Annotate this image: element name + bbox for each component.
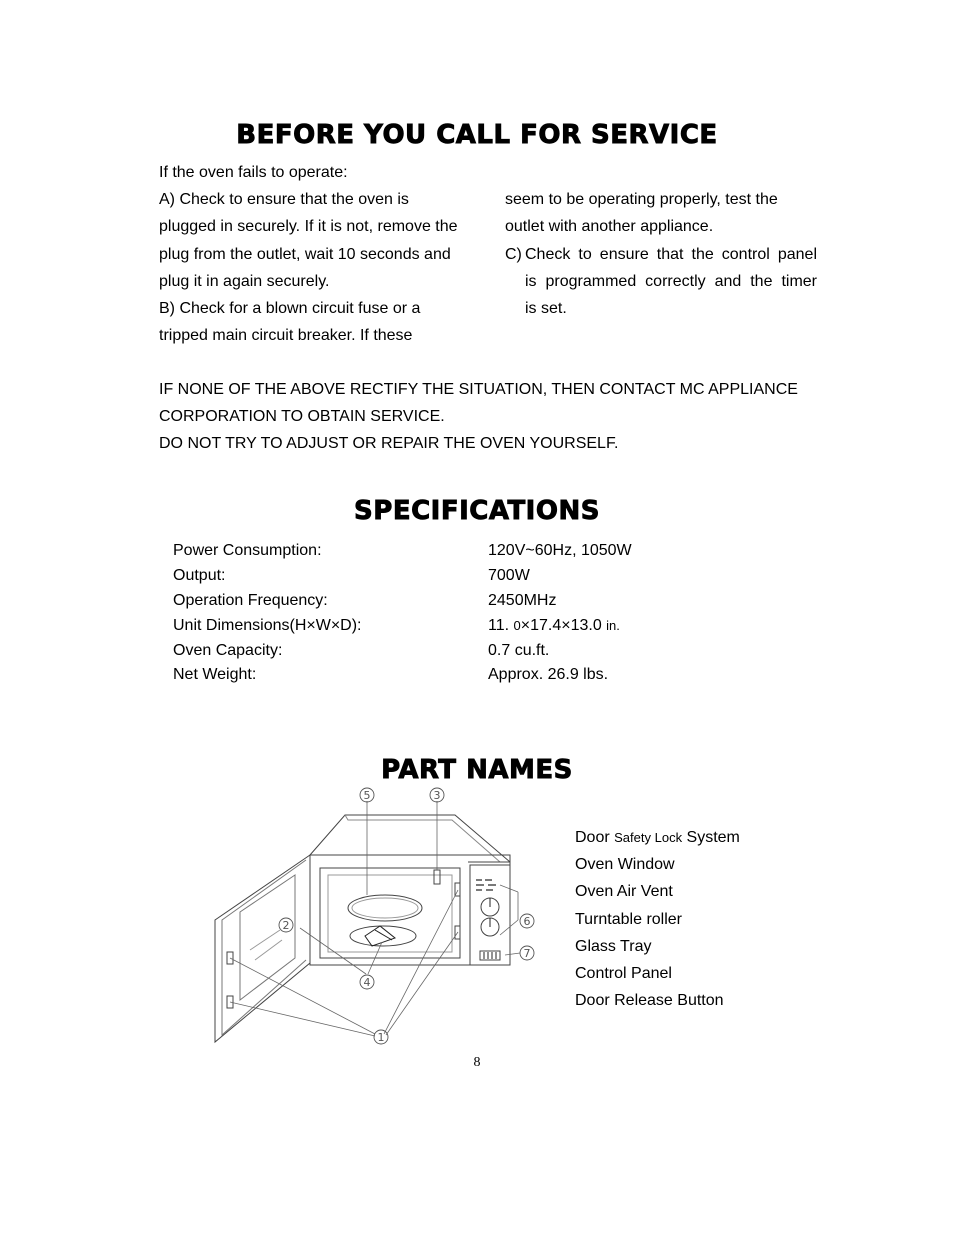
part-name-item xyxy=(575,824,740,851)
callout-7: 7 xyxy=(523,947,531,960)
part-name-text: System xyxy=(686,829,740,846)
notice-line: DO NOT TRY TO ADJUST OR REPAIR THE OVEN YOURSELF. xyxy=(159,435,619,452)
service-left-line: A) Check to ensure that the oven is xyxy=(159,191,409,208)
callout-6: 6 xyxy=(523,915,531,928)
part-name-item: Control Panel xyxy=(575,965,672,982)
callout-2: 2 xyxy=(282,919,290,932)
spec-label: Operation Frequency: xyxy=(173,592,328,609)
spec-label: Unit Dimensions(H×W×D): xyxy=(173,617,362,634)
part-name-item: Glass Tray xyxy=(575,938,652,955)
service-item-c-line: is programmed correctly and the timer xyxy=(525,273,817,290)
spec-value: 120V~60Hz, 1050W xyxy=(488,542,632,559)
spec-value-dimensions xyxy=(488,613,620,638)
part-name-item: Oven Window xyxy=(575,856,675,873)
service-item-c-line: Check to ensure that the control panel xyxy=(525,246,817,263)
specifications-title: SPECIFICATIONS xyxy=(354,496,600,526)
spec-value-part: 11. xyxy=(488,617,510,634)
spec-label: Power Consumption: xyxy=(173,542,322,559)
service-left-line: plugged in securely. If it is not, remove the xyxy=(159,218,458,235)
service-left-line: plug it in again securely. xyxy=(159,273,330,290)
part-names-title: PART NAMES xyxy=(381,755,573,785)
notice-line: IF NONE OF THE ABOVE RECTIFY THE SITUATION, THEN CONTACT MC APPLIANCE xyxy=(159,381,798,398)
service-left-line: B) Check for a blown circuit fuse or a xyxy=(159,300,421,317)
page-number: 8 xyxy=(473,1055,481,1070)
spec-label: Oven Capacity: xyxy=(173,642,283,659)
callout-3: 3 xyxy=(433,789,441,802)
spec-value: 2450MHz xyxy=(488,592,557,609)
service-right-line: seem to be operating properly, test the xyxy=(505,191,778,208)
spec-value: 0.7 cu.ft. xyxy=(488,642,550,659)
part-name-item: Oven Air Vent xyxy=(575,883,673,900)
spec-label: Output: xyxy=(173,567,226,584)
callout-1: 1 xyxy=(377,1031,385,1044)
spec-value: Approx. 26.9 lbs. xyxy=(488,666,609,683)
spec-value-part: ×17.4×13.0 xyxy=(520,617,602,634)
spec-label: Net Weight: xyxy=(173,666,257,683)
spec-value-part: 0 xyxy=(513,618,521,633)
part-name-item: Turntable roller xyxy=(575,911,683,928)
spec-value: 700W xyxy=(488,567,530,584)
callout-4: 4 xyxy=(363,976,371,989)
service-intro: If the oven fails to operate: xyxy=(159,164,348,181)
service-item-c-label: C) xyxy=(505,246,522,263)
service-title: BEFORE YOU CALL FOR SERVICE xyxy=(236,120,718,150)
spec-value-unit: in. xyxy=(606,618,620,633)
part-name-text: Safety Lock xyxy=(614,830,683,845)
notice-line: CORPORATION TO OBTAIN SERVICE. xyxy=(159,408,445,425)
part-name-item: Door Release Button xyxy=(575,992,724,1009)
service-right-line: outlet with another appliance. xyxy=(505,218,714,235)
callout-5: 5 xyxy=(363,789,371,802)
service-left-line: plug from the outlet, wait 10 seconds and xyxy=(159,246,451,263)
service-item-c-line: is set. xyxy=(525,300,567,317)
service-left-line: tripped main circuit breaker. If these xyxy=(159,327,413,344)
microwave-diagram xyxy=(200,780,550,1050)
part-name-text: Door xyxy=(575,829,610,846)
